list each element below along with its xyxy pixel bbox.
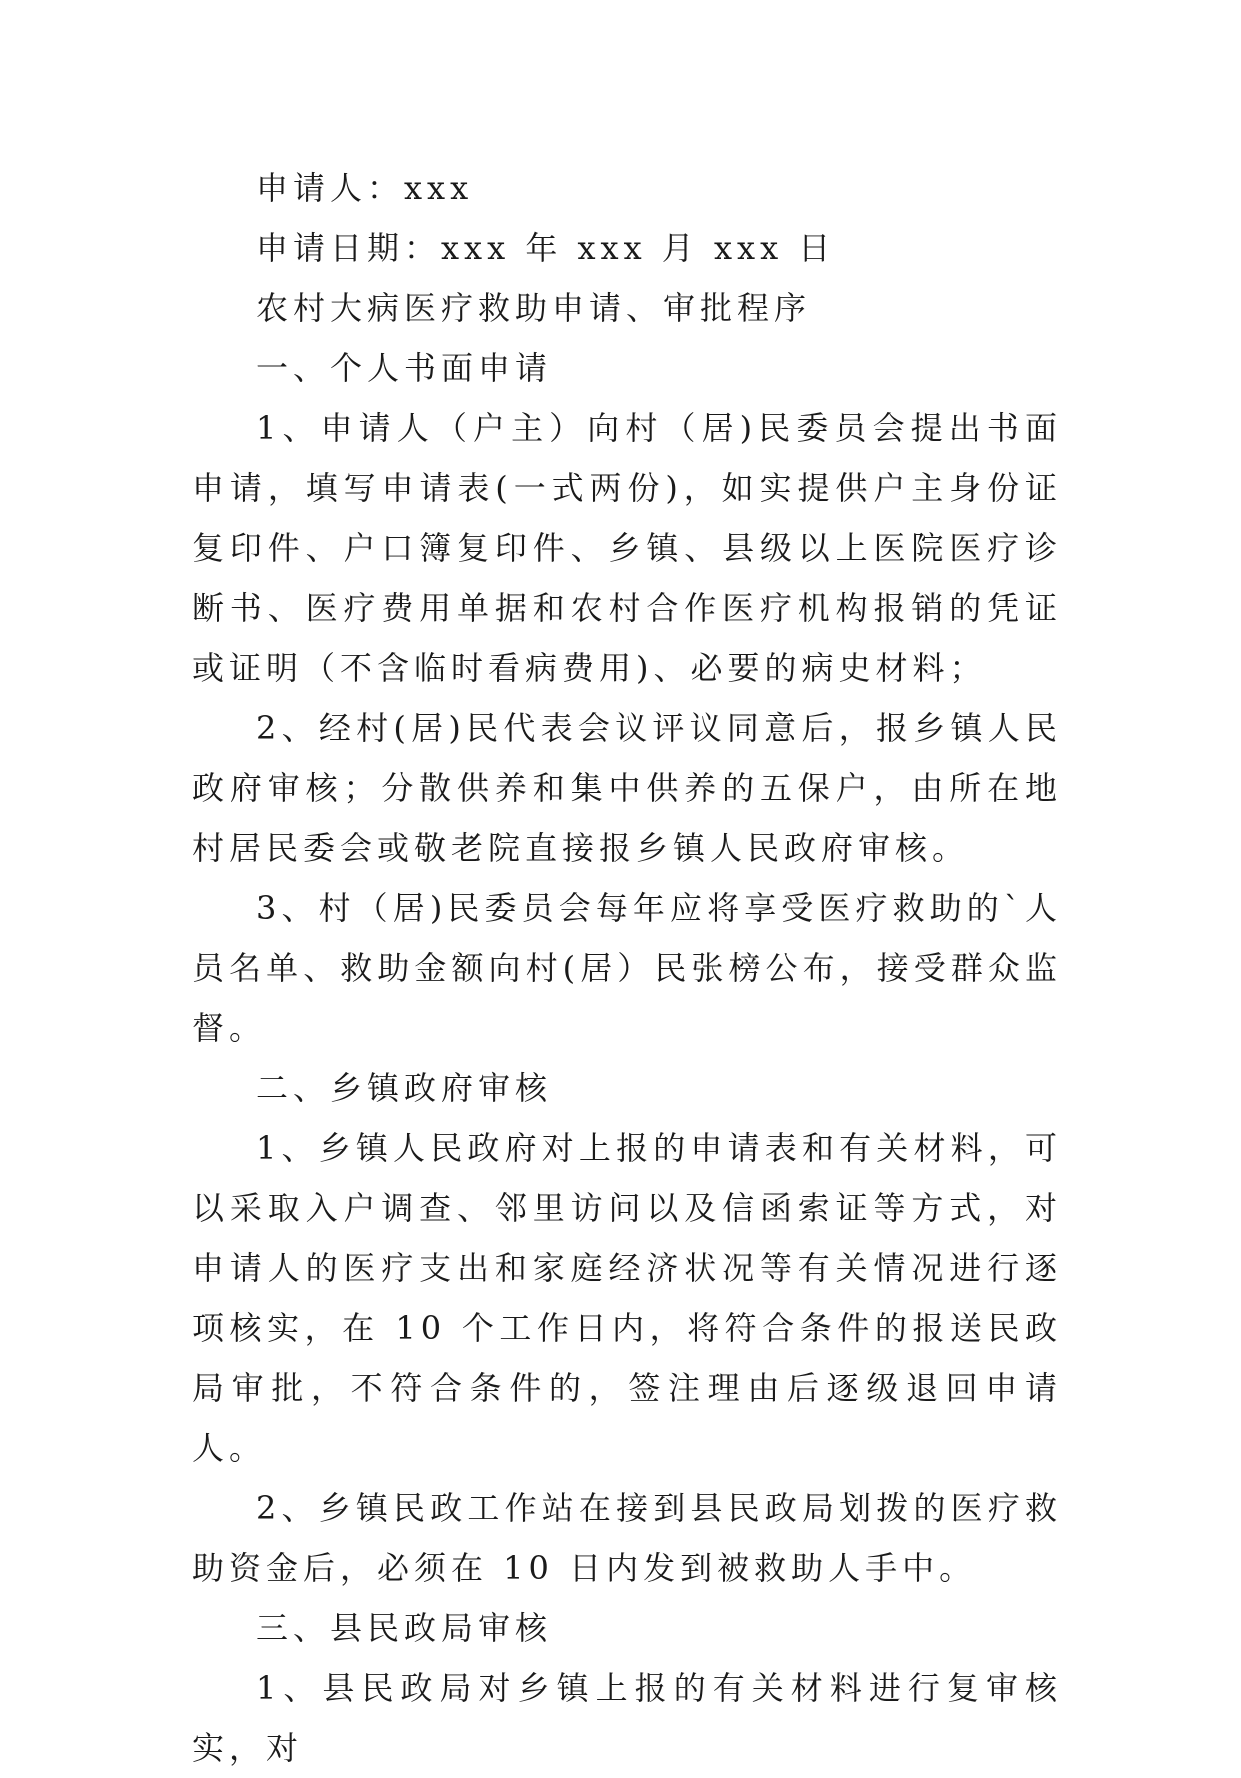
document-page: [192, 158, 1062, 1778]
paragraph-county-review-1: 1、县民政局对乡镇上报的有关材料进行复审核实，对: [192, 1669, 1062, 1767]
applicant-line: 申请人：xxx: [256, 169, 474, 207]
section-heading-township-review: 二、乡镇政府审核: [256, 1069, 553, 1107]
section-heading-personal-application: 一、个人书面申请: [256, 349, 553, 387]
paragraph-personal-application-3: 3、村（居)民委员会每年应将享受医疗救助的`人员名单、救助金额向村(居）民张榜公布，接受群众监督。: [192, 889, 1062, 1047]
paragraph-personal-application-2: 2、经村(居)民代表会议评议同意后，报乡镇人民政府审核；分散供养和集中供养的五保户，由所在地村居民委会或敬老院直接报乡镇人民政府审核。: [192, 709, 1062, 867]
procedure-title: 农村大病医疗救助申请、审批程序: [256, 289, 812, 327]
application-date-line: 申请日期：xxx 年 xxx 月 xxx 日: [256, 229, 836, 267]
paragraph-township-review-1: 1、乡镇人民政府对上报的申请表和有关材料，可以采取入户调查、邻里访问以及信函索证等方式，对申请人的医疗支出和家庭经济状况等有关情况进行逐项核实，在 10 个工作日内，将符合条件的报送民政局审批，不符合条件的，签注理由后逐级退回申请人。: [192, 1129, 1062, 1467]
paragraph-township-review-2: 2、乡镇民政工作站在接到县民政局划拨的医疗救助资金后，必须在 10 日内发到被救助人手中。: [192, 1489, 1062, 1587]
section-heading-county-review: 三、县民政局审核: [256, 1609, 553, 1647]
paragraph-personal-application-1: 1、申请人（户主）向村（居)民委员会提出书面申请，填写申请表(一式两份)，如实提供户主身份证复印件、户口簿复印件、乡镇、县级以上医院医疗诊断书、医疗费用单据和农村合作医疗机构报销的凭证或证明（不含临时看病费用)、必要的病史材料；: [192, 409, 1062, 687]
